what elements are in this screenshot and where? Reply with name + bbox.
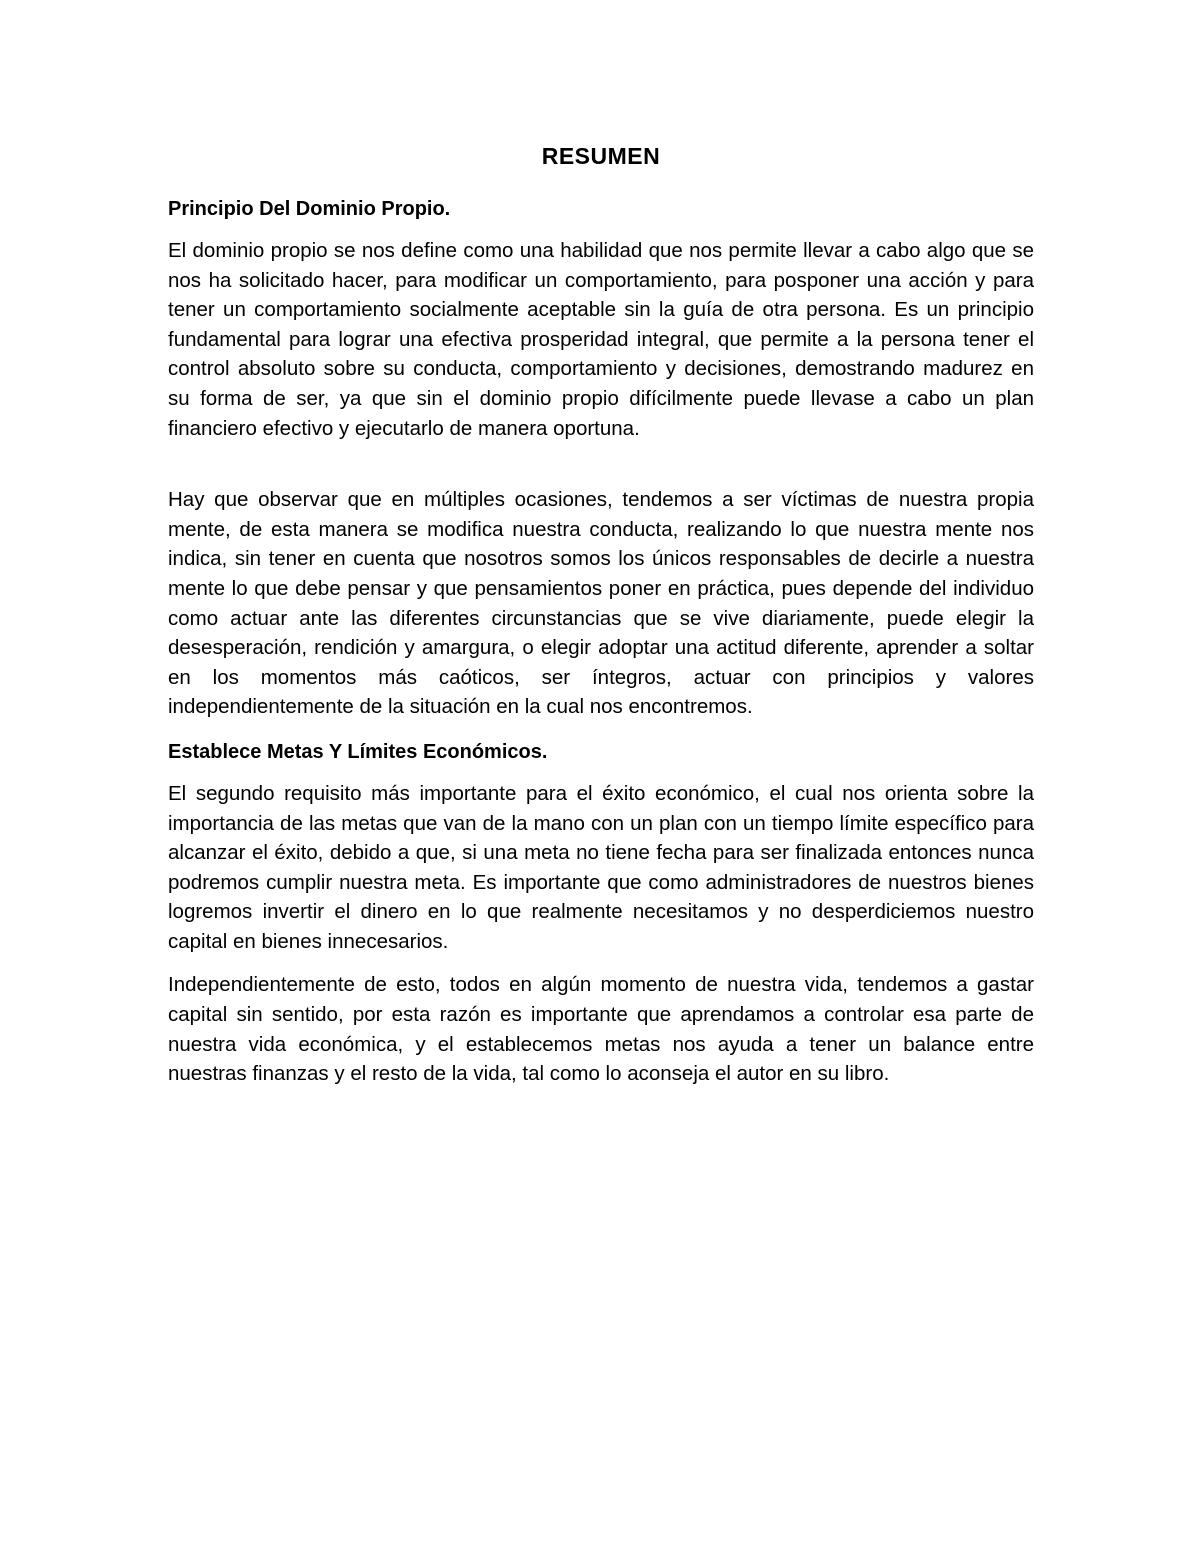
paragraph-dominio-propio-1: El dominio propio se nos define como una habilidad que nos permite llevar a cabo algo que se nos ha solicitado hacer, para modificar un comportamiento, para posponer una acción y para tener un comportamiento socialmente aceptable sin la guía de otra persona. Es un principio fundamental para lograr una efectiva prosperidad integral, que permite a la persona tener el control absoluto sobre su conducta, comportamiento y decisiones, demostrando madurez en su forma de ser, ya que sin el dominio propio difícilmente puede llevase a cabo un plan financiero efectivo y ejecutarlo de manera oportuna. <box>168 239 1034 440</box>
paragraph-metas-limites-1: El segundo requisito más importante para el éxito económico, el cual nos orienta sobre la importancia de las metas que van de la mano con un plan con un tiempo límite específico para alcanzar el éxito, debido a que, si una meta no tiene fecha para ser finalizada entonces nunca podremos cumplir nuestra meta. Es importante que como administradores de nuestros bienes logremos invertir el dinero en lo que realmente necesitamos y no desperdiciemos nuestro capital en bienes innecesarios. <box>168 781 1034 953</box>
section-heading-metas-limites: Establece Metas Y Límites Económicos. <box>168 740 548 763</box>
paragraph-dominio-propio-2: Hay que observar que en múltiples ocasiones, tendemos a ser víctimas de nuestra propia mente, de esta manera se modifica nuestra conducta, realizando lo que nuestra mente nos indica, sin tener en cuenta que nosotros somos los únicos responsables de decirle a nuestra mente lo que debe pensar y que pensamientos poner en práctica, pues depende del individuo como actuar ante las diferentes circunstancias que se vive diariamente, puede elegir la desesperación, rendición y amargura, o elegir adoptar una actitud diferente, aprender a soltar en los momentos más caóticos, ser íntegros, actuar con principios y valores independientemente de la situación en la cual nos encontremos. <box>168 488 1034 719</box>
paragraph-metas-limites-2: Independientemente de esto, todos en algún momento de nuestra vida, tendemos a gastar capital sin sentido, por esta razón es importante que aprendamos a controlar esa parte de nuestra vida económica, y el establecemos metas nos ayuda a tener un balance entre nuestras finanzas y el resto de la vida, tal como lo aconseja el autor en su libro. <box>168 973 1034 1086</box>
section-heading-dominio-propio: Principio Del Dominio Propio. <box>168 198 451 220</box>
document-title: RESUMEN <box>541 143 661 169</box>
document-page <box>168 140 1034 1089</box>
